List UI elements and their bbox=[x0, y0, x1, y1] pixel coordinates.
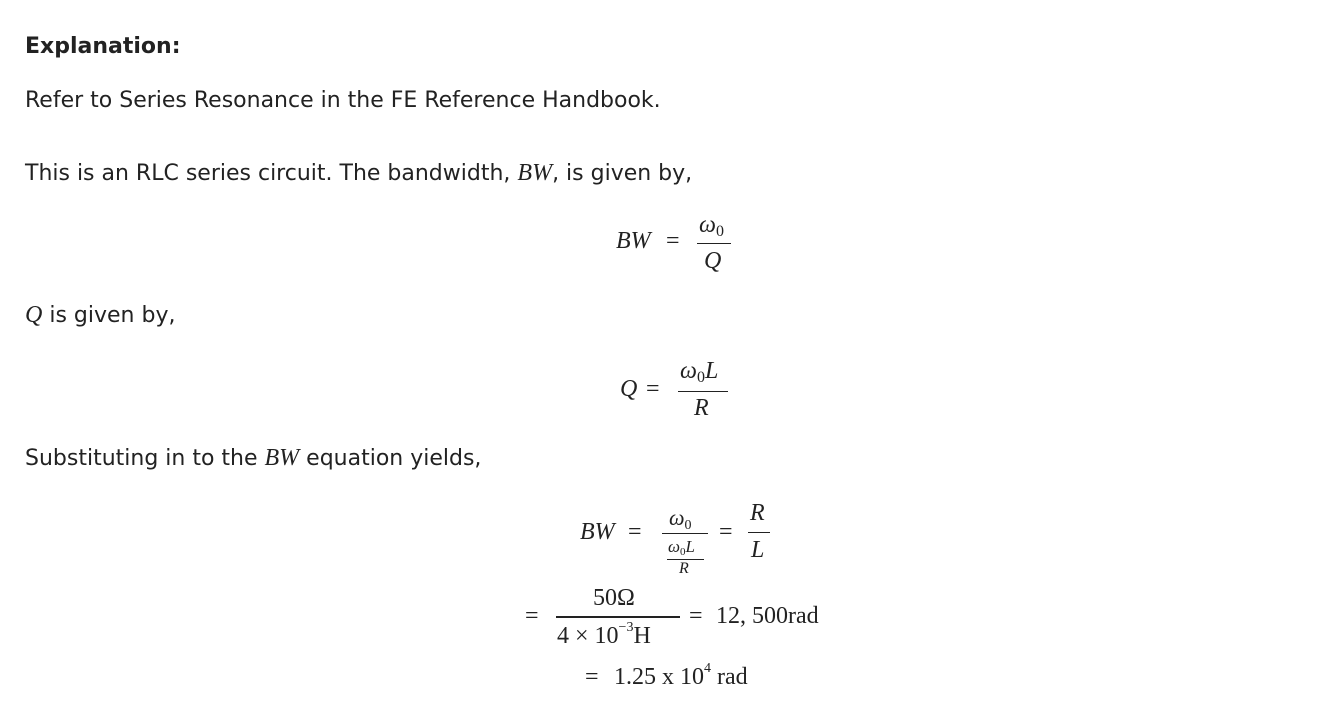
text-segment: is given by, bbox=[42, 303, 176, 328]
math-var-q: Q bbox=[25, 302, 43, 328]
omega-symbol: ω bbox=[669, 505, 685, 530]
eq-lhs: BW bbox=[616, 228, 651, 254]
eq-denominator: Q bbox=[704, 248, 722, 274]
explanation-heading: Explanation: bbox=[25, 34, 181, 59]
text-segment: , is given by, bbox=[552, 161, 693, 186]
rhs-denominator: L bbox=[751, 537, 765, 563]
exponent: 4 bbox=[704, 661, 711, 676]
substitution-paragraph bbox=[25, 445, 481, 472]
eq-op2: = bbox=[719, 519, 733, 545]
fraction-bar bbox=[556, 616, 680, 618]
fraction-bar bbox=[678, 391, 728, 392]
eq-value bbox=[614, 661, 748, 691]
inner-numerator bbox=[668, 537, 695, 557]
eq-op: = bbox=[646, 376, 660, 402]
fraction-bar bbox=[662, 533, 708, 534]
eq-numerator: 50Ω bbox=[593, 585, 635, 611]
eq-op2: = bbox=[689, 603, 703, 629]
eq-numerator bbox=[669, 505, 692, 531]
unit: H bbox=[633, 623, 651, 649]
fraction-bar bbox=[697, 243, 731, 244]
eq-denominator: R bbox=[694, 395, 709, 421]
var-l: L bbox=[685, 537, 695, 556]
subscript: 0 bbox=[684, 518, 692, 533]
eq-op: = bbox=[525, 603, 539, 629]
inner-denominator: R bbox=[679, 560, 689, 577]
eq-result: 12, 500rad bbox=[716, 603, 819, 629]
subscript: 0 bbox=[696, 369, 705, 386]
math-var-bw: BW bbox=[264, 445, 300, 471]
var-l: L bbox=[704, 358, 719, 384]
omega-symbol: ω bbox=[699, 212, 716, 238]
eq-lhs: Q bbox=[620, 376, 638, 402]
rhs-fraction-bar bbox=[748, 532, 770, 533]
q-intro-paragraph bbox=[25, 302, 175, 329]
eq-op: = bbox=[666, 228, 680, 254]
value-base: 1.25 x 10 bbox=[614, 664, 704, 690]
text-segment: This is an RLC series circuit. The bandwidth, bbox=[25, 161, 518, 186]
eq-lhs: BW bbox=[580, 519, 615, 545]
math-var-bw: BW bbox=[517, 160, 553, 186]
unit: rad bbox=[717, 664, 748, 690]
rhs-numerator: R bbox=[750, 500, 765, 526]
omega-symbol: ω bbox=[668, 537, 681, 556]
eq-numerator bbox=[680, 358, 718, 385]
reference-paragraph: Refer to Series Resonance in the FE Reference Handbook. bbox=[25, 88, 661, 113]
den-base: 4 × 10 bbox=[557, 623, 619, 649]
eq-denominator bbox=[557, 620, 651, 650]
text-segment: equation yields, bbox=[299, 446, 482, 471]
omega-symbol: ω bbox=[680, 358, 697, 384]
subscript: 0 bbox=[715, 223, 724, 240]
eq-op: = bbox=[585, 664, 599, 690]
exponent: −3 bbox=[618, 620, 634, 635]
text-segment: Substituting in to the bbox=[25, 446, 265, 471]
subscript: 0 bbox=[680, 546, 686, 558]
bandwidth-intro-paragraph bbox=[25, 160, 692, 187]
eq-numerator bbox=[699, 212, 724, 239]
eq-op: = bbox=[628, 519, 642, 545]
